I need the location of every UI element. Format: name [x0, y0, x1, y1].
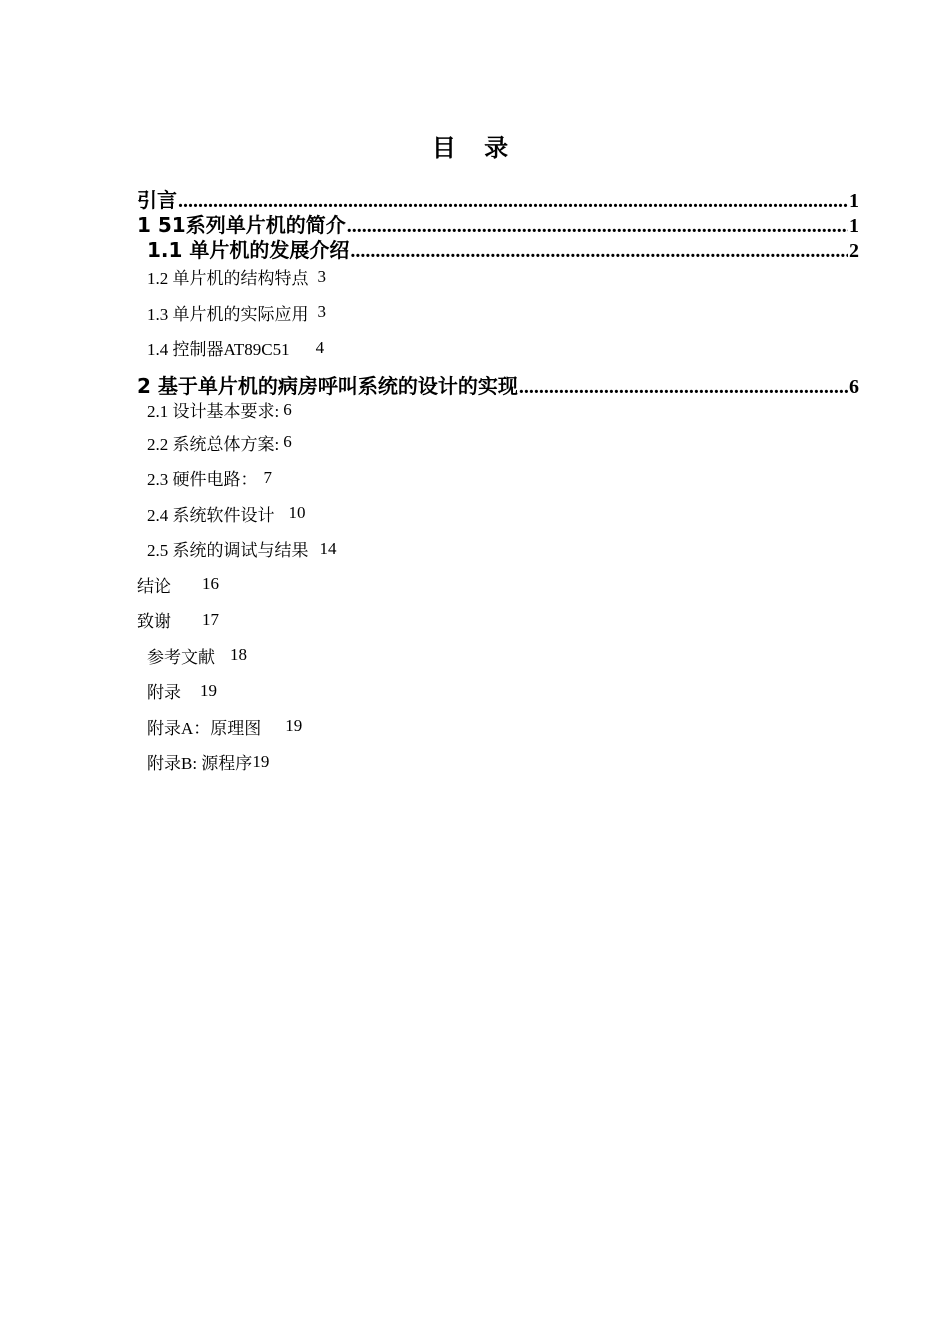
toc-entry-intro[interactable]: [137, 184, 859, 212]
toc-entry-label: 参考文献: [147, 647, 215, 667]
toc-entry-label: 1.3 单片机的实际应用: [147, 304, 309, 324]
toc-entry-page: 1: [849, 190, 859, 212]
toc-entry-page: 6: [283, 399, 292, 419]
toc-entry-page: 1: [849, 215, 859, 237]
toc-entry-label: 引言: [137, 188, 177, 212]
toc-entry-1-2[interactable]: [137, 259, 859, 295]
toc-entry-appendix-a[interactable]: [137, 709, 859, 745]
toc-entry-page: 4: [315, 337, 325, 357]
toc-entry-page: 18: [230, 645, 247, 665]
toc-entry-label: 2 基于单片机的病房呼叫系统的设计的实现: [137, 373, 518, 398]
toc-entry-label: 附录A：原理图: [147, 718, 262, 738]
toc-entry-1-4[interactable]: [137, 330, 859, 366]
toc-entry-thanks[interactable]: [137, 602, 859, 638]
toc-entry-2-1[interactable]: [137, 395, 859, 425]
toc-entry-label: 1.2 单片机的结构特点: [147, 269, 309, 289]
toc-entry-label: 致谢: [137, 612, 171, 633]
toc-entry-label: 1.1 单片机的发展介绍: [147, 238, 350, 262]
toc-entry-label: 2.4 系统软件设计: [147, 505, 275, 525]
toc-entry-chapter-1[interactable]: [137, 209, 859, 237]
toc-entry-page: 19: [252, 751, 270, 771]
toc-entry-page: 3: [317, 266, 326, 286]
toc-entry-1-3[interactable]: [137, 295, 859, 331]
toc-title: 目 录: [431, 134, 519, 162]
toc-entry-page: 6: [849, 375, 859, 398]
toc-entry-2-5[interactable]: [137, 531, 859, 567]
toc-entry-label: 1 51系列单片机的简介: [137, 213, 346, 237]
toc-entry-label: 2.5 系统的调试与结果: [147, 541, 309, 561]
toc-entry-label: 2.1 设计基本要求:: [147, 402, 280, 421]
table-of-contents: [137, 184, 859, 780]
toc-entry-2-4[interactable]: [137, 496, 859, 532]
toc-entry-page: 3: [317, 302, 326, 322]
toc-entry-page: 19: [200, 680, 217, 700]
toc-entry-2-2[interactable]: [137, 425, 859, 461]
toc-entry-page: 17: [202, 609, 219, 629]
toc-entry-appendix[interactable]: [137, 673, 859, 709]
toc-entry-page: 10: [288, 503, 306, 523]
toc-entry-page: 14: [319, 538, 337, 558]
toc-entry-page: 2: [849, 240, 859, 262]
toc-entry-label: 附录: [147, 683, 181, 703]
toc-entry-label: 结论: [137, 576, 171, 597]
toc-entry-label: 2.2 系统总体方案:: [147, 434, 280, 454]
toc-entry-1-1[interactable]: [137, 234, 859, 262]
toc-entry-page: 16: [202, 574, 219, 594]
toc-entry-appendix-b[interactable]: [137, 744, 859, 780]
toc-entry-conclusion[interactable]: [137, 567, 859, 603]
toc-entry-references[interactable]: [137, 638, 859, 674]
toc-entry-page: 6: [283, 432, 292, 452]
toc-entry-label: 1.4 控制器AT89C51: [147, 340, 290, 360]
toc-entry-2-3[interactable]: [137, 460, 859, 496]
toc-entry-label: 2.3 硬件电路：: [147, 470, 258, 490]
toc-entry-label: 附录B: 源程序: [147, 754, 253, 774]
toc-entry-page: 7: [263, 467, 272, 487]
toc-entry-chapter-2[interactable]: [137, 370, 859, 398]
toc-entry-page: 19: [285, 716, 303, 736]
